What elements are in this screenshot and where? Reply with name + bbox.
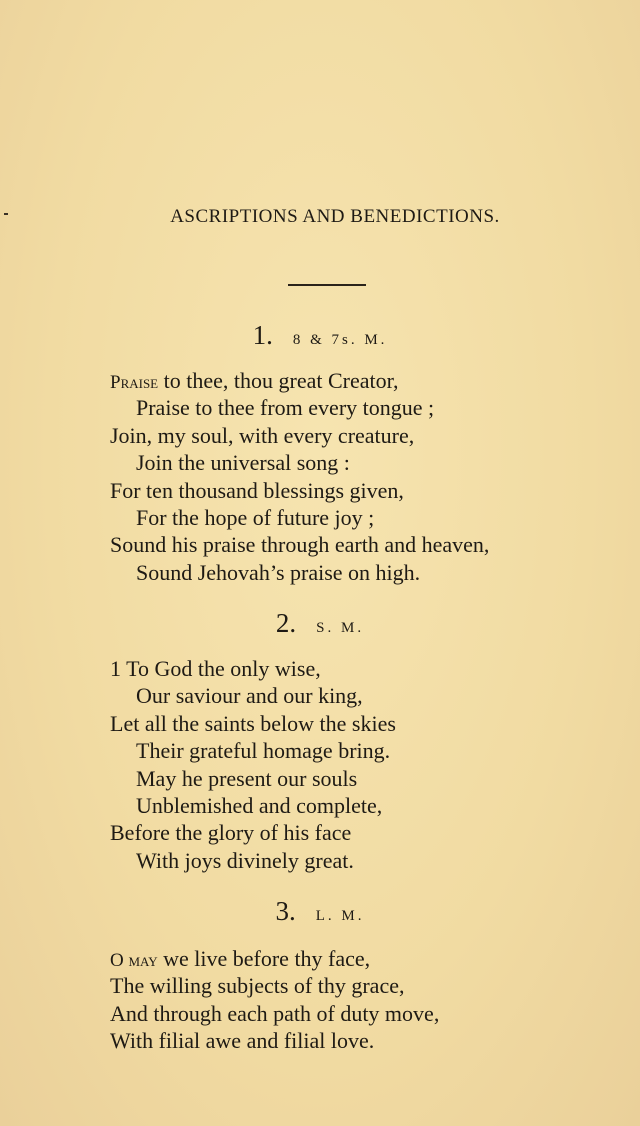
hymn-meter: L. M. [315,908,365,924]
verse-line: Before the glory of his face [110,820,352,846]
hymn-meter: S. M. [316,620,365,636]
verse-line: With joys divinely great. [136,847,354,873]
hymn-number: 2. [275,608,297,638]
heading-rule [288,284,366,286]
verse-line: Sound his praise through earth and heaven, [110,532,490,558]
hymn-1-heading [0,320,640,351]
verse-initial-caps: Praise [110,372,159,393]
verse-line: Join the universal song : [136,450,350,476]
verse-line: Praise to thee, thou great Creator, [110,368,399,393]
hymn-meter: 8 & 7s. M. [292,332,388,348]
hymn-3-heading [0,896,640,927]
verse-line: With filial awe and filial love. [110,1028,375,1054]
hymn-number: 1. [252,320,273,350]
verse-line: Their grateful homage bring. [136,738,391,764]
verse-initial-caps: O may [110,950,158,971]
verse-line: And through each path of duty move, [110,1000,440,1026]
verse-line: Praise to thee from every tongue ; [136,395,435,421]
verse-line: The willing subjects of thy grace, [110,973,405,999]
hymn-2-verse [0,655,640,874]
hymn-2-heading [0,608,640,639]
verse-line: May he present our souls [136,765,358,791]
verse-line: For ten thousand blessings given, [110,477,404,503]
verse-line: Sound Jehovah’s praise on high. [136,559,421,585]
hymn-3-verse [0,945,640,1055]
verse-line: Join, my soul, with every creature, [110,422,415,448]
verse-line: Unblemished and complete, [136,792,383,818]
verse-line: O may we live before thy face, [110,946,371,971]
hymn-1-verse [0,367,640,586]
verse-line: Our saviour and our king, [136,683,363,709]
verse-line: Let all the saints below the skies [110,710,396,736]
hymn-number: 3. [275,896,296,926]
verse-line: For the hope of future joy ; [136,504,375,530]
page-heading: ASCRIPTIONS AND BENEDICTIONS. [170,206,500,227]
verse-line: 1 To God the only wise, [110,656,321,681]
